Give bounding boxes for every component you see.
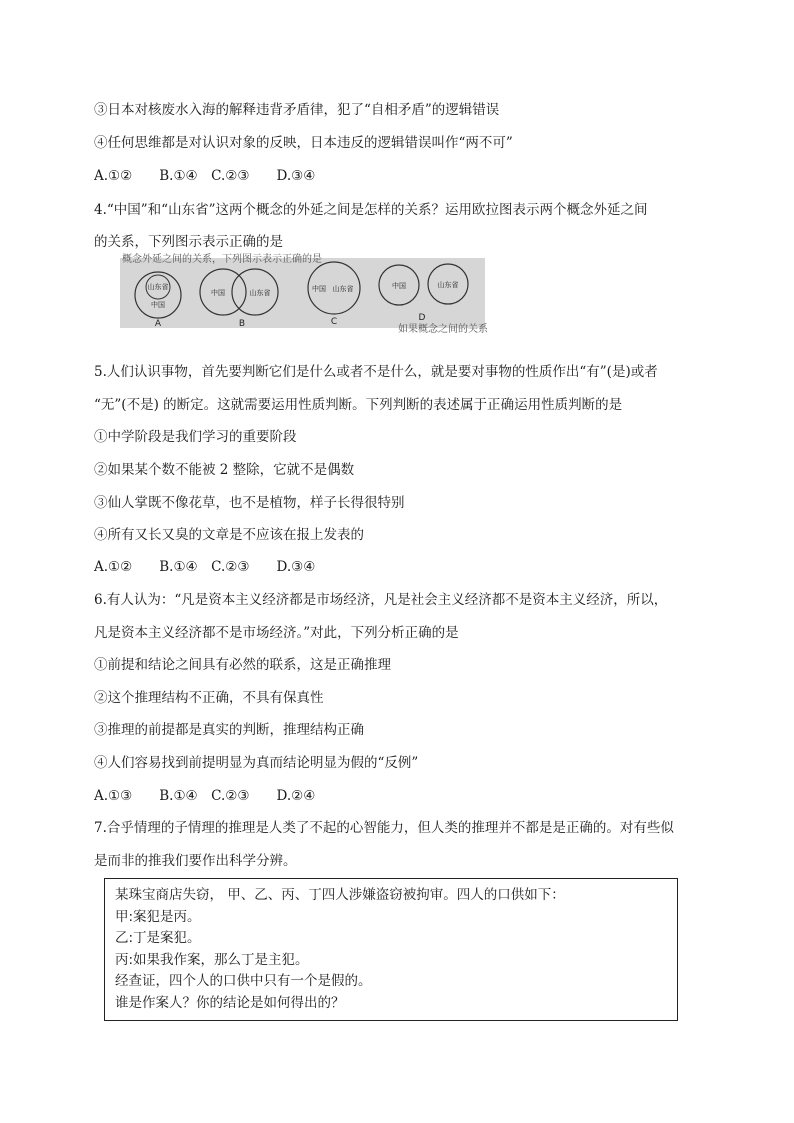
figure-clipped-top-text: 概念外延之间的关系，下列图示表示正确的是 [122, 254, 322, 265]
q7-stem-line2: 是而非的推我们要作出科学分辨。 [94, 853, 297, 869]
case-question: 谁是作案人？你的结论是如何得出的？ [115, 994, 345, 1011]
option-b-left-text: 中国 [211, 289, 225, 297]
q5-answer-choices: A.①② B.①④ C.②③ D.③④ [94, 559, 316, 575]
q6-option-2: ②这个推理结构不正确，不具有保真性 [94, 690, 324, 706]
option-d-diagram [379, 264, 468, 323]
case-statement-bing: 丙:如果我作案，那么丁是主犯。 [115, 951, 309, 968]
q3-answer-choices: A.①② B.①④ C.②③ D.③④ [94, 168, 316, 184]
option-d-label: D [418, 313, 426, 323]
option-c-label: C [330, 317, 338, 327]
option-a-label: A [154, 319, 162, 329]
option-a-outer-text: 中国 [151, 301, 165, 309]
case-verification: 经查证，四个人的口供中只有一个是假的。 [115, 973, 372, 989]
q6-option-4: ④人们容易找到前提明显为真而结论明显为假的“反例” [94, 755, 419, 771]
q5-option-3: ③仙人掌既不像花草，也不是植物，样子长得很特别 [94, 495, 405, 511]
q7-stem-line1: 7.合乎情理的子情理的推理是人类了不起的心智能力，但人类的推理并不都是是正确的。对有些似 [94, 820, 674, 836]
euler-diagram-figure [120, 254, 488, 335]
case-statement-jia: 甲:案犯是丙。 [115, 908, 201, 925]
q5-option-4: ④所有又长又臭的文章是不应该在报上发表的 [94, 527, 364, 543]
option-a-diagram [135, 272, 181, 329]
option-a-inner-text: 山东省 [147, 283, 169, 291]
option-c-text-1: 中国 [312, 285, 326, 293]
q4-stem-line2: 的关系，下列图示表示正确的是 [94, 234, 283, 250]
figure-clipped-bottom-text: 如果概念之间的关系 [398, 324, 488, 335]
q6-option-3: ③推理的前提都是真实的判断，推理结构正确 [94, 722, 364, 738]
option-c-text-2: 山东省 [332, 285, 354, 293]
q7-case-box [104, 878, 678, 1021]
q6-answer-choices: A.①③ B.①④ C.②③ D.②④ [94, 788, 316, 804]
option-b-label: B [238, 319, 246, 329]
case-statement-yi: 乙:丁是案犯。 [115, 930, 201, 946]
q6-stem-line1: 6.有人认为：“凡是资本主义经济都是市场经济，凡是社会主义经济都不是资本主义经济，所以， [94, 592, 668, 608]
option-d-right-text: 山东省 [437, 281, 459, 289]
q6-option-1: ①前提和结论之间具有必然的联系，这是正确推理 [94, 657, 391, 673]
case-intro: 某珠宝商店失窃， 甲、乙、丙、丁四人涉嫌盗窃被拘审。四人的口供如下： [115, 887, 565, 903]
q3-option-4: ④任何思维都是对认识对象的反映，日本违反的逻辑错误叫作“两不可” [94, 135, 513, 151]
option-d-left-text: 中国 [392, 282, 406, 290]
q5-option-2: ②如果某个数不能被 2 整除，它就不是偶数 [94, 462, 355, 478]
q6-stem-line2: 凡是资本主义经济都不是市场经济。”对此，下列分析正确的是 [94, 625, 459, 641]
q5-option-1: ①中学阶段是我们学习的重要阶段 [94, 429, 297, 445]
q5-stem-line2: “无”(不是) 的断定。这就需要运用性质判断。下列判断的表述属于正确运用性质判断的是 [94, 397, 623, 413]
q4-stem-line1: 4.“中国”和“山东省”这两个概念的外延之间是怎样的关系？运用欧拉图表示两个概念外延之间 [94, 202, 648, 218]
option-b-right-text: 山东省 [249, 289, 271, 297]
option-b-diagram [200, 269, 278, 329]
q3-option-3: ③日本对核废水入海的解释违背矛盾律，犯了“自相矛盾”的逻辑错误 [94, 102, 500, 118]
option-c-diagram [308, 262, 360, 327]
q5-stem-line1: 5.人们认识事物，首先要判断它们是什么或者不是什么，就是要对事物的性质作出“有”(是)或者 [94, 364, 658, 380]
